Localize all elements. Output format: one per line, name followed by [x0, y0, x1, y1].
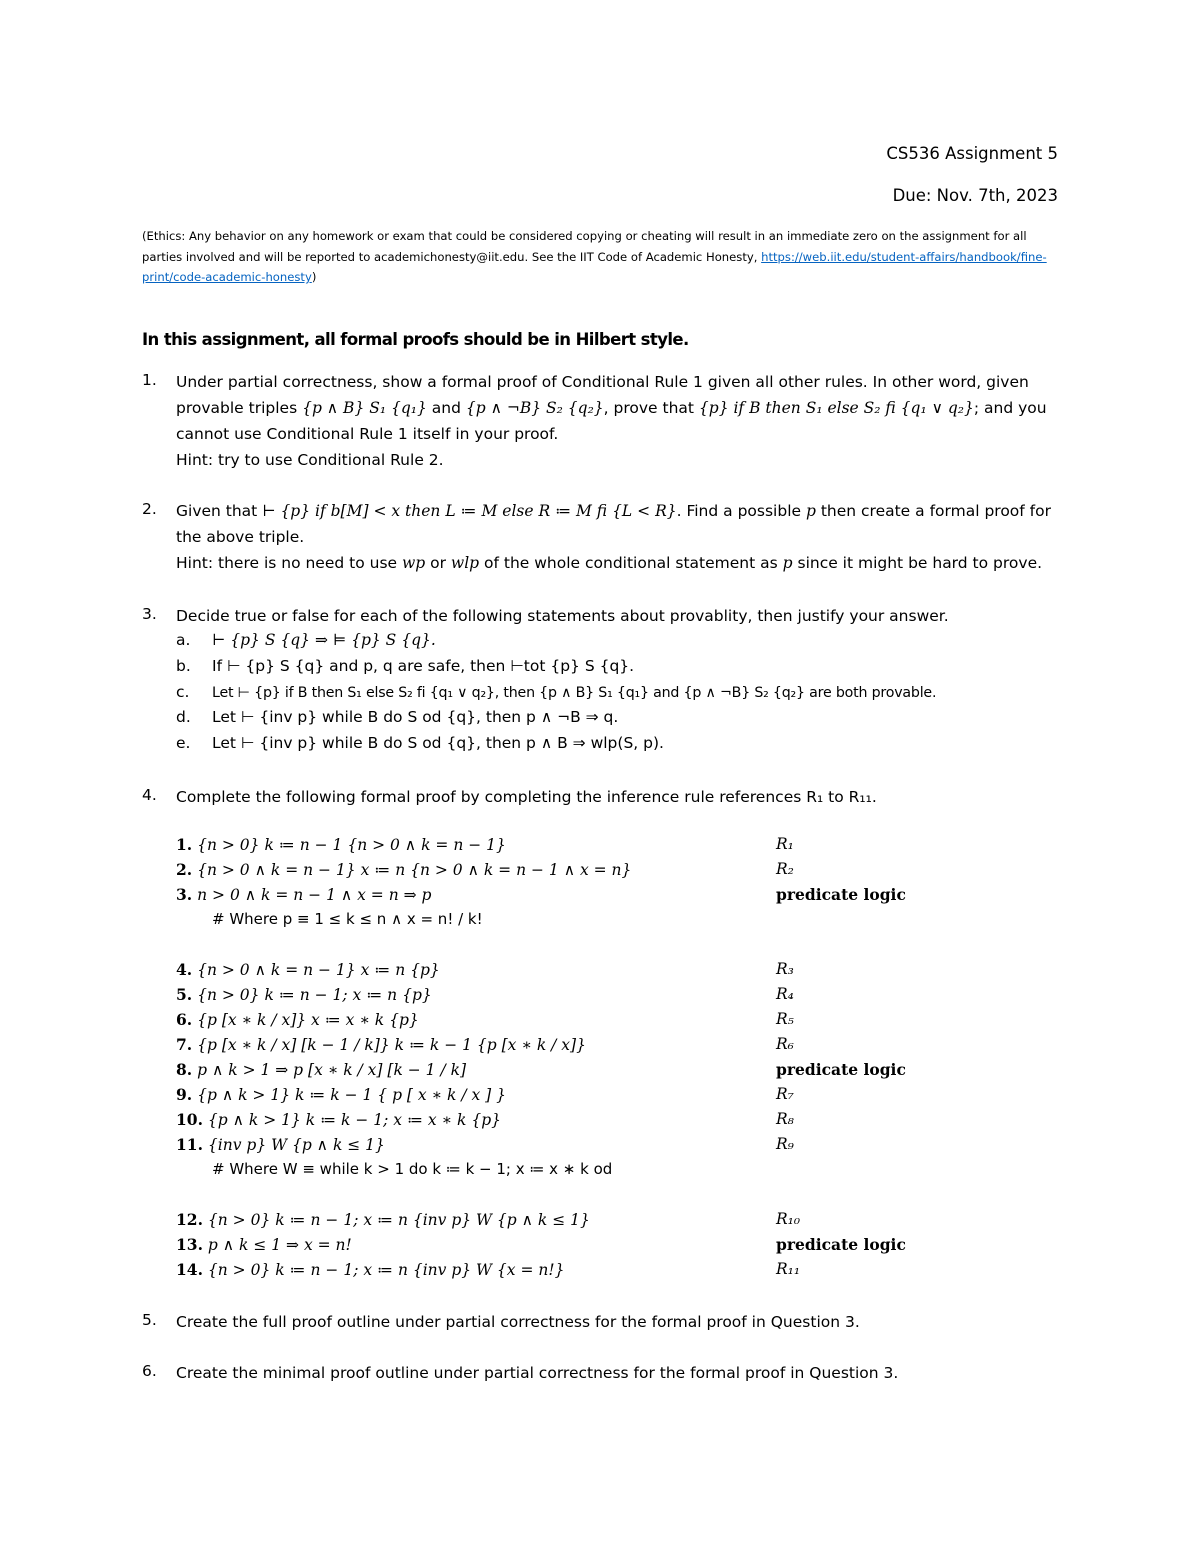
question-3-number: 3.: [142, 605, 157, 623]
proof-formula: n > 0 ∧ k = n − 1 ∧ x = n ⇒ p: [197, 886, 432, 904]
q1-text-4: ; and you cannot use Conditional Rule 1 itself in your proof.: [176, 399, 1047, 443]
q2-hint-math-2: wlp: [450, 554, 480, 572]
proof-line-number: 10.: [176, 1110, 203, 1129]
proof-line-number: 12.: [176, 1210, 203, 1229]
proof-line-number: 7.: [176, 1035, 193, 1054]
q2-hint-math-1: wp: [402, 554, 426, 572]
q3-item-label: c.: [176, 683, 190, 701]
proof-formula: {n > 0} k ≔ n − 1; x ≔ n {p}: [197, 986, 432, 1004]
proof-line-number: 14.: [176, 1260, 203, 1279]
rule-ref-4: R₃: [776, 960, 794, 978]
proof-line-5: [176, 985, 432, 1004]
proof-line-14: [176, 1260, 564, 1279]
proof-formula: {n > 0 ∧ k = n − 1} x ≔ n {p}: [197, 961, 440, 979]
rule-ref-1: R₁: [776, 835, 794, 853]
q3-item-b: [176, 657, 634, 675]
q2-math-1: ⊢ {p} if b[M] < x then L ≔ M else R ≔ M fi {L < R}: [262, 502, 677, 520]
proof-line-number: 4.: [176, 960, 193, 979]
q3-item-c: [176, 683, 936, 701]
proof-formula: {n > 0 ∧ k = n − 1} x ≔ n {n > 0 ∧ k = n − 1 ∧ x = n}: [197, 861, 632, 879]
ethics-notice: [142, 226, 1062, 288]
question-5-number: 5.: [142, 1311, 157, 1329]
proof-line-13: [176, 1235, 352, 1254]
q2-hint-1: Hint: there is no need to use: [176, 554, 402, 572]
question-6-number: 6.: [142, 1362, 157, 1380]
proof-line-11: [176, 1135, 385, 1154]
q2-hint-math-3: p: [782, 554, 793, 572]
question-2: [176, 498, 1076, 576]
rule-ref-7: R₆: [776, 1035, 794, 1053]
due-date: Due: Nov. 7th, 2023: [892, 186, 1058, 205]
rule-ref-14: R₁₁: [776, 1260, 801, 1278]
proof-formula: {p ∧ k > 1} k ≔ k − 1 { p [ x ∗ k / x ] }: [197, 1086, 506, 1104]
question-2-number: 2.: [142, 500, 157, 518]
proof-line-3: [176, 885, 431, 904]
q1-math-1: {p ∧ B} S₁ {q₁}: [302, 399, 427, 417]
proof-note-w: # Where W ≡ while k > 1 do k ≔ k − 1; x ≔ x ∗ k od: [212, 1160, 613, 1178]
q2-text-2: . Find a possible: [676, 502, 806, 520]
proof-line-8: [176, 1060, 466, 1079]
proof-line-number: 2.: [176, 860, 193, 879]
rule-ref-13: predicate logic: [776, 1235, 906, 1254]
proof-line-number: 3.: [176, 885, 193, 904]
question-3-intro: Decide true or false for each of the following statements about provablity, then justify your answer.: [176, 607, 949, 625]
proof-formula: {p [x ∗ k / x]} x ≔ x ∗ k {p}: [197, 1011, 419, 1029]
q3-item-text: Let ⊢ {p} if B then S₁ else S₂ fi {q₁ ∨ q₂}, then {p ∧ B} S₁ {q₁} and {p ∧ ¬B} S₂ {q₂} are both provable.: [212, 685, 937, 701]
proof-line-4: [176, 960, 440, 979]
q1-text-1: Under partial correctness, show a formal proof of Conditional Rule 1 given all other rules. In other word, given provable triples: [176, 373, 1029, 417]
rule-ref-2: R₂: [776, 860, 794, 878]
proof-formula: {n > 0} k ≔ n − 1; x ≔ n {inv p} W {x = n!}: [207, 1261, 565, 1279]
assignment-title: CS536 Assignment 5: [886, 144, 1058, 163]
q1-math-3: {p} if B then S₁ else S₂ fi {q₁ ∨ q₂}: [698, 399, 974, 417]
proof-formula: {n > 0} k ≔ n − 1; x ≔ n {inv p} W {p ∧ k ≤ 1}: [207, 1211, 590, 1229]
proof-line-1: [176, 835, 506, 854]
q1-hint: Hint: try to use Conditional Rule 2.: [176, 451, 444, 469]
q2-hint-2: or: [425, 554, 451, 572]
q1-text-3: , prove that: [603, 399, 699, 417]
q3-item-text: If ⊢ {p} S {q} and p, q are safe, then ⊢tot {p} S {q}.: [212, 657, 635, 675]
q3-item-text: ⊢ {p} S {q} ⇒ ⊨ {p} S {q}.: [212, 631, 436, 649]
question-4-number: 4.: [142, 786, 157, 804]
proof-formula: p ∧ k ≤ 1 ⇒ x = n!: [207, 1236, 352, 1254]
proof-formula: {n > 0} k ≔ n − 1 {n > 0 ∧ k = n − 1}: [197, 836, 506, 854]
q1-text-2: and: [426, 399, 466, 417]
proof-line-12: [176, 1210, 590, 1229]
q1-math-2: {p ∧ ¬B} S₂ {q₂}: [465, 399, 604, 417]
q3-item-label: d.: [176, 708, 191, 726]
proof-line-9: [176, 1085, 506, 1104]
proof-line-number: 1.: [176, 835, 193, 854]
proof-formula: {inv p} W {p ∧ k ≤ 1}: [207, 1136, 385, 1154]
q3-item-text: Let ⊢ {inv p} while B do S od {q}, then p ∧ ¬B ⇒ q.: [212, 708, 619, 726]
q3-item-d: [176, 708, 618, 726]
question-4-intro: Complete the following formal proof by completing the inference rule references R₁ to R₁₁.: [176, 788, 877, 806]
proof-formula: {p ∧ k > 1} k ≔ k − 1; x ≔ x ∗ k {p}: [207, 1111, 501, 1129]
proof-line-number: 9.: [176, 1085, 193, 1104]
rule-ref-10: R₈: [776, 1110, 794, 1128]
proof-line-2: [176, 860, 631, 879]
proof-line-7: [176, 1035, 586, 1054]
rule-ref-3: predicate logic: [776, 885, 906, 904]
q2-hint-3: of the whole conditional statement as: [479, 554, 783, 572]
rule-ref-5: R₄: [776, 985, 794, 1003]
proof-line-number: 8.: [176, 1060, 193, 1079]
hilbert-style-instruction: In this assignment, all formal proofs should be in Hilbert style.: [142, 330, 689, 349]
q3-item-label: e.: [176, 734, 191, 752]
ethics-text: (Ethics: Any behavior on any homework or exam that could be considered copying or cheating will result in an immediate zero on the assignment for all parties involved and will be reported to academichonesty@iit.edu. See the IIT Code of Academic Honesty,: [142, 229, 1027, 264]
q3-item-label: a.: [176, 631, 191, 649]
proof-line-number: 13.: [176, 1235, 203, 1254]
q2-hint-4: since it might be hard to prove.: [792, 554, 1043, 572]
academic-honesty-link[interactable]: https://web.iit.edu/student-affairs/handbook/fine-print/code-academic-honesty: [142, 249, 1047, 284]
rule-ref-6: R₅: [776, 1010, 794, 1028]
proof-line-number: 11.: [176, 1135, 203, 1154]
proof-line-10: [176, 1110, 501, 1129]
proof-note-p: # Where p ≡ 1 ≤ k ≤ n ∧ x = n! / k!: [212, 910, 483, 928]
q2-text-1: Given that: [176, 502, 263, 520]
q3-item-a: [176, 631, 436, 649]
proof-line-number: 6.: [176, 1010, 193, 1029]
question-1: [176, 369, 1076, 473]
q3-item-e: [176, 734, 664, 752]
proof-line-6: [176, 1010, 419, 1029]
proof-formula: p ∧ k > 1 ⇒ p [x ∗ k / x] [k − 1 / k]: [197, 1061, 467, 1079]
question-1-number: 1.: [142, 371, 157, 389]
proof-formula: {p [x ∗ k / x] [k − 1 / k]} k ≔ k − 1 {p [x ∗ k / x]}: [197, 1036, 586, 1054]
q2-text-3: then create a formal proof for the above triple.: [176, 502, 1051, 546]
rule-ref-8: predicate logic: [776, 1060, 906, 1079]
rule-ref-11: R₉: [776, 1135, 794, 1153]
rule-ref-12: R₁₀: [776, 1210, 801, 1228]
question-6: Create the minimal proof outline under partial correctness for the formal proof in Question 3.: [176, 1364, 899, 1382]
question-5: Create the full proof outline under partial correctness for the formal proof in Question 3.: [176, 1313, 860, 1331]
q3-item-label: b.: [176, 657, 191, 675]
q3-item-text: Let ⊢ {inv p} while B do S od {q}, then p ∧ B ⇒ wlp(S, p).: [212, 734, 664, 752]
proof-line-number: 5.: [176, 985, 193, 1004]
q2-math-2: p: [805, 502, 816, 520]
rule-ref-9: R₇: [776, 1085, 794, 1103]
ethics-close: ): [311, 270, 317, 284]
